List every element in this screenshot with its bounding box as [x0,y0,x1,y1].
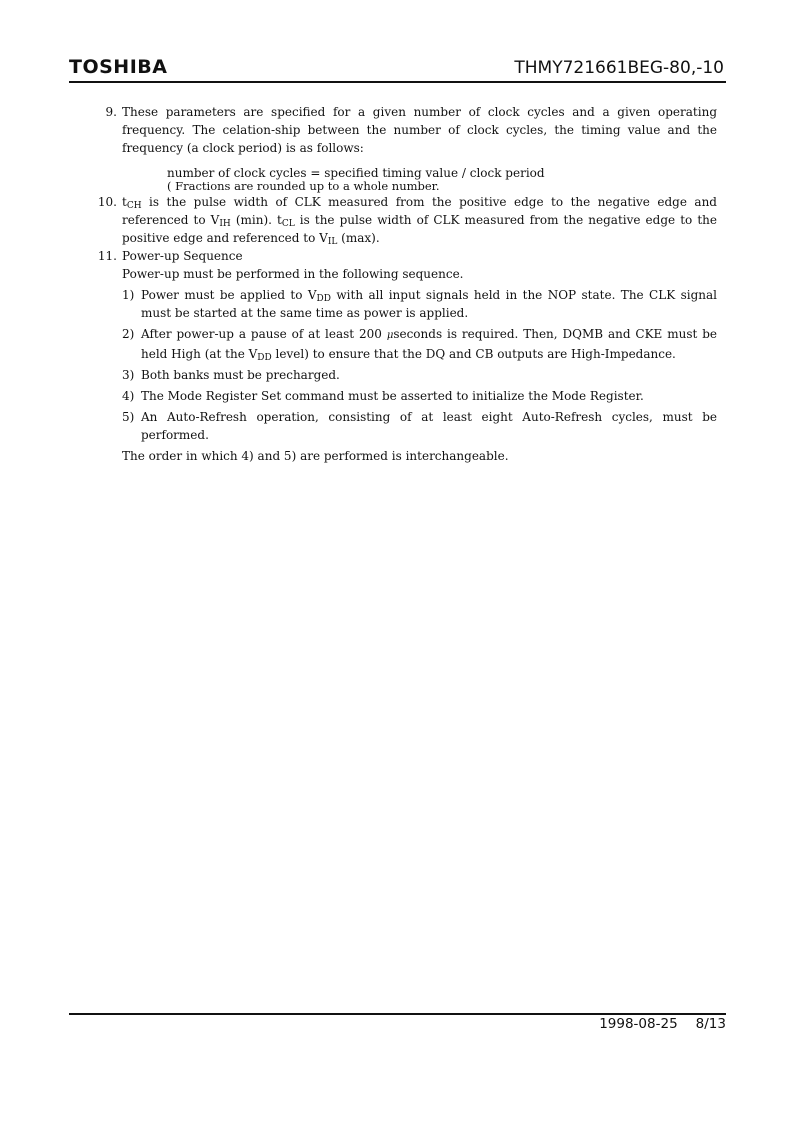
note-9 [76,103,717,193]
text-segment: seconds is required. Then, DQMB and CKE must be held High (at the V [141,327,717,361]
text-segment: t [122,195,127,209]
document-date: 1998-08-25 [599,1016,678,1032]
step-text: The Mode Register Set command must be asserted to initialize the Mode Register. [141,389,644,403]
text-segment: is the pulse width of CLK measured from the negative edge to the positive edge and referenced to V [122,213,717,245]
step-2 [122,325,717,363]
step-number: 1) [122,288,135,302]
formula-note: ( Fractions are rounded up to a whole number. [167,179,440,193]
note-number: 10. [97,195,117,209]
text-segment: (min). t [230,213,282,227]
subscript: IH [219,219,231,229]
step-number: 5) [122,410,135,424]
subscript: DD [316,294,331,304]
subscript: CL [281,219,295,229]
formula-line: number of clock cycles = specified timing value / clock period [167,166,545,180]
text-segment: with all input signals held in the NOP state. The CLK signal must be started at the same time as power is applied. [141,288,717,320]
notes-list [76,103,717,465]
note-number: 11. [97,249,117,263]
step-number: 4) [122,389,135,403]
text-segment: level) to ensure that the DQ and CB outputs are High-Impedance. [271,347,676,361]
page-header [69,56,724,80]
subscript: CH [126,201,142,211]
toshiba-logo: TOSHIBA [69,56,168,78]
step-1 [122,286,717,322]
note-intro: Power-up must be performed in the following sequence. [122,267,464,281]
text-segment: After power-up a pause of at least 200 [141,327,387,341]
page-number: 8/13 [695,1016,726,1032]
step-5 [122,408,717,444]
text-segment: (max). [337,231,380,245]
formula [122,167,717,193]
text-segment: Power must be applied to V [141,288,317,302]
subscript: IL [327,237,338,247]
note-10 [76,193,717,247]
step-number: 2) [122,327,135,341]
note-outro: The order in which 4) and 5) are performed is interchangeable. [122,449,509,463]
header-rule [69,81,726,83]
part-number: THMY721661BEG-80,-10 [514,58,724,78]
step-4 [122,387,717,405]
step-text: Both banks must be precharged. [141,368,340,382]
text-segment: is the pulse width of CLK measured from the positive edge to the negative edge and referenced to V [122,195,717,227]
note-title: Power-up Sequence [122,249,243,263]
step-3 [122,366,717,384]
page-footer [599,1016,726,1032]
step-text: An Auto-Refresh operation, consisting of at least eight Auto-Refresh cycles, must be performed. [141,410,717,442]
note-number: 9. [105,105,117,119]
subscript: DD [257,353,272,363]
footer-rule [69,1013,726,1015]
note-text: These parameters are specified for a given number of clock cycles and a given operating frequency. The celation-ship between the number of clock cycles, the timing value and the frequency (a clock period) is as follows: [122,105,717,155]
note-11 [76,247,717,465]
note-text [122,193,717,247]
micro-symbol: μ [386,330,394,341]
step-number: 3) [122,368,135,382]
